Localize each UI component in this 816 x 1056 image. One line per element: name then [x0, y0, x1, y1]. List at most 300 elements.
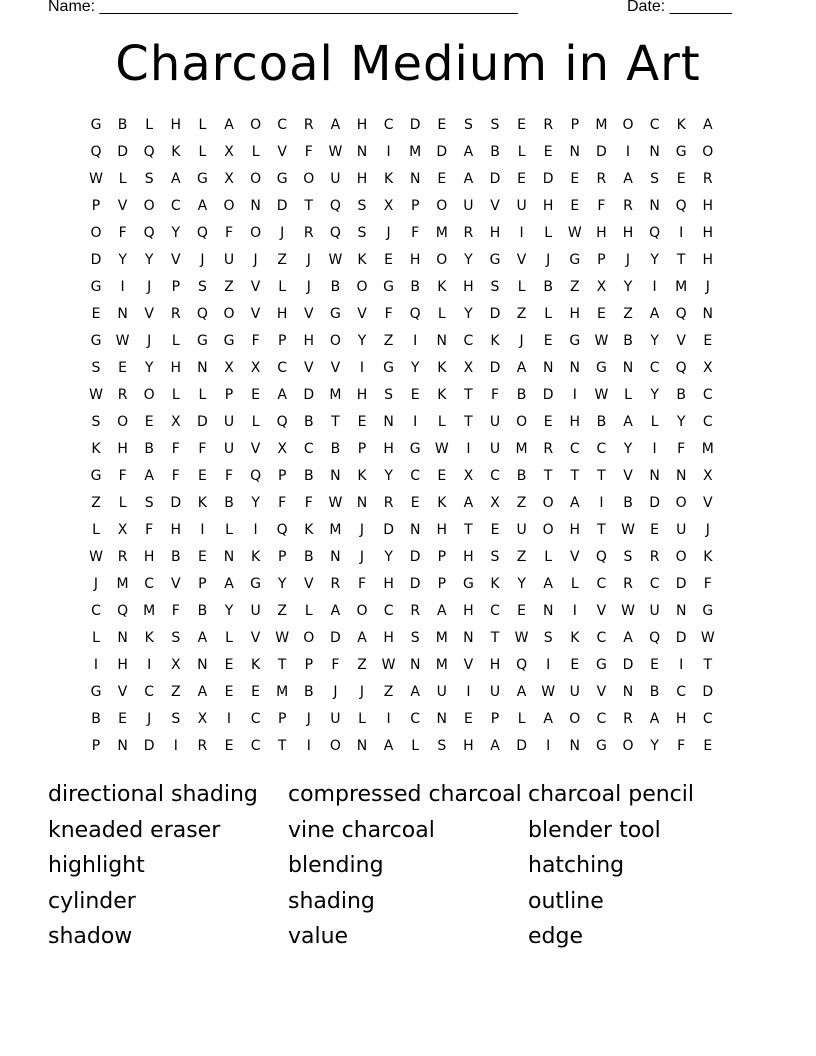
grid-letter: L: [544, 306, 553, 322]
grid-letter: J: [147, 279, 152, 295]
grid-letter: D: [489, 306, 501, 322]
grid-letter: J: [306, 252, 311, 268]
grid-letter: W: [541, 684, 556, 700]
grid-letter: X: [171, 414, 181, 430]
grid-letter: W: [328, 144, 343, 160]
grid-letter: X: [224, 144, 234, 160]
grid-letter: E: [118, 711, 128, 727]
grid-letter: N: [356, 144, 368, 160]
grid-letter: M: [329, 522, 342, 538]
word-bank-item: outline: [528, 888, 604, 914]
grid-letter: B: [170, 549, 181, 565]
grid-letter: H: [702, 198, 714, 214]
grid-letter: E: [144, 414, 154, 430]
grid-letter: H: [463, 738, 474, 754]
word-bank-item: charcoal pencil: [528, 782, 694, 807]
grid-letter: O: [117, 414, 129, 430]
grid-letter: Z: [383, 333, 394, 349]
grid-letter: N: [569, 738, 581, 754]
grid-letter: K: [357, 468, 367, 484]
grid-letter: I: [652, 441, 657, 457]
grid-letter: L: [411, 738, 420, 754]
grid-letter: O: [436, 198, 448, 214]
grid-letter: Y: [144, 360, 154, 376]
grid-letter: M: [409, 144, 422, 160]
grid-letter: H: [622, 225, 634, 241]
grid-letter: H: [409, 252, 421, 268]
grid-letter: R: [649, 549, 660, 565]
grid-letter: R: [543, 117, 554, 133]
grid-letter: C: [649, 576, 660, 592]
grid-letter: O: [250, 225, 262, 241]
grid-letter: E: [118, 360, 128, 376]
grid-letter: B: [649, 684, 660, 700]
grid-letter: E: [543, 333, 553, 349]
grid-letter: P: [198, 576, 207, 592]
grid-letter: I: [253, 522, 258, 538]
grid-letter: F: [224, 468, 234, 484]
grid-letter: O: [702, 144, 714, 160]
grid-letter: V: [463, 657, 474, 673]
grid-letter: F: [118, 225, 127, 241]
grid-letter: N: [117, 630, 128, 646]
grid-letter: A: [516, 360, 527, 376]
grid-letter: R: [463, 225, 474, 241]
grid-letter: V: [304, 360, 314, 376]
grid-letter: O: [675, 495, 687, 511]
grid-letter: V: [304, 306, 314, 322]
grid-letter: W: [115, 333, 130, 349]
page-title: Charcoal Medium in Art: [115, 36, 701, 92]
grid-letter: U: [250, 603, 261, 619]
grid-letter: L: [304, 603, 313, 619]
grid-letter: C: [383, 603, 394, 619]
grid-letter: A: [224, 576, 234, 592]
grid-letter: E: [224, 657, 234, 673]
word-bank-item: cylinder: [48, 888, 136, 914]
grid-letter: M: [435, 630, 448, 646]
grid-letter: E: [676, 171, 686, 187]
grid-letter: J: [280, 225, 285, 241]
grid-letter: J: [306, 711, 311, 727]
grid-letter: U: [463, 198, 474, 214]
grid-letter: N: [330, 468, 341, 484]
grid-letter: W: [621, 603, 635, 619]
grid-letter: K: [144, 630, 154, 646]
grid-letter: N: [675, 468, 687, 484]
grid-letter: E: [224, 684, 234, 700]
grid-letter: J: [253, 252, 258, 268]
grid-letter: B: [144, 441, 154, 457]
grid-letter: S: [357, 225, 367, 241]
grid-letter: W: [434, 441, 449, 457]
grid-letter: I: [173, 738, 178, 754]
grid-letter: L: [624, 387, 632, 403]
grid-letter: E: [703, 333, 713, 349]
grid-letter: A: [703, 117, 713, 133]
grid-letter: Y: [464, 306, 473, 322]
grid-letter: H: [569, 306, 581, 322]
grid-letter: K: [91, 441, 101, 457]
grid-letter: R: [543, 441, 554, 457]
grid-letter: C: [144, 576, 155, 592]
grid-letter: H: [702, 252, 714, 268]
grid-letter: H: [276, 306, 288, 322]
grid-letter: T: [703, 657, 713, 673]
grid-letter: K: [703, 549, 713, 565]
grid-letter: R: [303, 225, 314, 241]
grid-letter: Q: [329, 198, 341, 214]
grid-letter: U: [330, 171, 341, 187]
grid-letter: L: [225, 630, 233, 646]
grid-letter: N: [542, 360, 554, 376]
grid-letter: D: [436, 144, 448, 160]
grid-letter: R: [623, 711, 633, 727]
grid-letter: J: [147, 333, 152, 349]
grid-letter: N: [542, 603, 554, 619]
grid-letter: W: [89, 549, 103, 565]
grid-letter: I: [200, 522, 205, 538]
grid-letter: M: [329, 387, 342, 403]
grid-letter: D: [622, 657, 634, 673]
grid-letter: Y: [676, 414, 686, 430]
grid-letter: O: [143, 387, 155, 403]
grid-letter: Y: [623, 279, 633, 295]
grid-letter: E: [543, 414, 553, 430]
grid-letter: E: [703, 738, 713, 754]
grid-letter: N: [649, 468, 660, 484]
grid-letter: O: [516, 414, 528, 430]
grid-letter: H: [383, 576, 394, 592]
grid-letter: O: [143, 198, 155, 214]
grid-letter: U: [223, 414, 235, 430]
grid-letter: P: [357, 441, 367, 457]
grid-letter: N: [569, 144, 581, 160]
grid-letter: C: [144, 684, 155, 700]
grid-letter: H: [117, 657, 128, 673]
grid-letter: A: [516, 684, 527, 700]
grid-letter: Q: [143, 225, 155, 241]
grid-letter: U: [569, 684, 580, 700]
grid-letter: H: [675, 711, 687, 727]
grid-letter: E: [384, 252, 394, 268]
grid-letter: A: [144, 468, 154, 484]
grid-letter: Y: [650, 252, 659, 268]
word-bank-item: blender tool: [528, 817, 661, 843]
grid-letter: B: [303, 414, 314, 430]
grid-letter: J: [625, 252, 631, 268]
grid-letter: D: [90, 252, 102, 268]
grid-letter: J: [200, 252, 205, 268]
grid-letter: C: [410, 711, 421, 727]
grid-letter: T: [464, 387, 473, 403]
grid-letter: H: [303, 333, 315, 349]
grid-letter: J: [93, 576, 99, 592]
grid-letter: H: [436, 522, 448, 538]
grid-letter: G: [595, 360, 607, 376]
grid-letter: Y: [650, 387, 659, 403]
grid-letter: H: [383, 630, 394, 646]
grid-letter: F: [677, 441, 686, 457]
grid-letter: K: [437, 360, 447, 376]
grid-letter: E: [251, 684, 261, 700]
grid-letter: R: [596, 171, 607, 187]
grid-letter: C: [649, 360, 660, 376]
word-bank-item: edge: [528, 924, 583, 949]
grid-letter: H: [170, 360, 182, 376]
grid-letter: P: [277, 711, 287, 727]
grid-letter: Q: [516, 657, 528, 673]
grid-letter: N: [356, 495, 368, 511]
grid-letter: G: [489, 252, 501, 268]
grid-letter: I: [466, 441, 471, 457]
grid-letter: Y: [384, 549, 393, 565]
grid-letter: V: [250, 630, 261, 646]
grid-letter: S: [543, 630, 553, 646]
grid-letter: A: [410, 684, 420, 700]
grid-letter: I: [386, 711, 391, 727]
grid-letter: D: [330, 630, 341, 646]
grid-letter: T: [597, 468, 606, 484]
grid-letter: F: [171, 441, 180, 457]
grid-letter: M: [595, 117, 608, 133]
grid-letter: R: [197, 738, 208, 754]
grid-letter: I: [652, 279, 657, 295]
grid-letter: R: [383, 495, 394, 511]
grid-letter: S: [623, 549, 633, 565]
grid-letter: R: [303, 117, 314, 133]
grid-letter: A: [490, 738, 500, 754]
grid-letter: W: [567, 225, 582, 241]
grid-letter: Q: [276, 414, 288, 430]
grid-letter: W: [700, 630, 715, 646]
grid-letter: Z: [277, 603, 287, 619]
grid-letter: F: [490, 387, 500, 403]
grid-letter: H: [463, 549, 474, 565]
grid-letter: V: [144, 306, 154, 322]
grid-letter: P: [171, 279, 181, 295]
grid-letter: D: [675, 576, 687, 592]
grid-letter: E: [410, 495, 420, 511]
grid-letter: G: [569, 333, 581, 349]
grid-letter: D: [197, 414, 208, 430]
grid-letter: Z: [570, 279, 580, 295]
grid-letter: C: [490, 468, 500, 484]
grid-letter: O: [303, 630, 315, 646]
grid-letter: F: [198, 441, 207, 457]
grid-letter: V: [250, 441, 261, 457]
grid-letter: E: [650, 657, 660, 673]
grid-letter: O: [356, 603, 368, 619]
grid-letter: A: [197, 198, 208, 214]
grid-letter: A: [197, 684, 208, 700]
grid-letter: J: [546, 252, 551, 268]
grid-letter: Z: [357, 657, 367, 673]
grid-letter: V: [596, 684, 607, 700]
grid-letter: B: [330, 279, 341, 295]
grid-letter: W: [621, 522, 635, 538]
grid-letter: H: [170, 117, 182, 133]
grid-letter: S: [490, 117, 500, 133]
grid-letter: O: [622, 117, 634, 133]
grid-letter: B: [91, 711, 101, 727]
grid-letter: P: [277, 549, 287, 565]
grid-letter: I: [120, 279, 125, 295]
grid-letter: B: [676, 387, 686, 403]
grid-letter: S: [357, 198, 367, 214]
word-bank-item: highlight: [48, 853, 145, 878]
grid-letter: Q: [329, 225, 341, 241]
grid-letter: V: [304, 576, 314, 592]
grid-letter: T: [277, 738, 287, 754]
grid-letter: D: [516, 738, 527, 754]
grid-letter: N: [409, 657, 421, 673]
word-bank-item: compressed charcoal: [288, 782, 522, 807]
grid-letter: T: [490, 630, 500, 646]
grid-letter: E: [570, 657, 580, 673]
grid-letter: A: [543, 711, 553, 727]
grid-letter: B: [623, 333, 633, 349]
grid-letter: E: [570, 198, 580, 214]
grid-letter: X: [171, 657, 181, 673]
grid-letter: N: [569, 360, 581, 376]
grid-letter: L: [225, 522, 233, 538]
grid-letter: R: [623, 198, 633, 214]
grid-letter: J: [519, 333, 524, 349]
grid-letter: N: [250, 198, 261, 214]
grid-letter: E: [251, 387, 261, 403]
grid-letter: Q: [276, 522, 288, 538]
grid-letter: R: [702, 171, 713, 187]
grid-letter: X: [463, 468, 474, 484]
grid-letter: P: [437, 576, 447, 592]
grid-letter: N: [436, 333, 448, 349]
grid-letter: O: [569, 711, 581, 727]
grid-letter: S: [144, 171, 154, 187]
grid-letter: H: [569, 414, 581, 430]
grid-letter: J: [359, 522, 365, 538]
grid-letter: V: [570, 549, 580, 565]
grid-letter: M: [435, 657, 448, 673]
grid-letter: B: [543, 279, 553, 295]
grid-letter: C: [410, 468, 421, 484]
grid-letter: H: [702, 225, 714, 241]
grid-letter: N: [330, 549, 341, 565]
grid-letter: F: [251, 333, 260, 349]
grid-letter: L: [251, 414, 260, 430]
grid-letter: P: [304, 657, 314, 673]
grid-letter: E: [463, 711, 473, 727]
grid-letter: X: [224, 171, 234, 187]
grid-letter: G: [462, 576, 474, 592]
grid-letter: S: [91, 360, 101, 376]
grid-letter: T: [570, 468, 580, 484]
grid-letter: D: [675, 630, 687, 646]
grid-letter: C: [676, 684, 687, 700]
grid-letter: K: [437, 495, 447, 511]
grid-letter: K: [437, 387, 447, 403]
grid-letter: G: [383, 279, 395, 295]
grid-letter: L: [358, 711, 366, 727]
grid-letter: L: [544, 225, 553, 241]
grid-letter: I: [413, 333, 418, 349]
grid-letter: L: [517, 279, 526, 295]
grid-letter: I: [226, 711, 232, 727]
grid-letter: K: [490, 576, 500, 592]
grid-letter: G: [595, 657, 607, 673]
grid-letter: O: [436, 252, 448, 268]
grid-letter: O: [356, 279, 368, 295]
grid-letter: E: [357, 414, 367, 430]
grid-letter: X: [383, 198, 394, 214]
grid-letter: S: [437, 738, 447, 754]
grid-letter: G: [90, 279, 102, 295]
grid-letter: Z: [623, 306, 633, 322]
grid-letter: U: [489, 684, 501, 700]
grid-letter: R: [117, 549, 128, 565]
grid-letter: F: [278, 495, 287, 511]
grid-letter: F: [118, 468, 127, 484]
name-field-line: Name: _______________________________________________: [48, 0, 518, 15]
grid-letter: C: [277, 117, 288, 133]
grid-letter: S: [650, 171, 660, 187]
grid-letter: S: [144, 495, 154, 511]
grid-letter: Q: [649, 630, 661, 646]
grid-letter: Q: [90, 144, 102, 160]
grid-letter: H: [356, 117, 368, 133]
grid-letter: U: [223, 441, 235, 457]
grid-letter: Z: [224, 279, 234, 295]
grid-letter: N: [649, 144, 660, 160]
grid-letter: F: [171, 468, 180, 484]
grid-letter: U: [516, 522, 527, 538]
grid-letter: C: [277, 360, 288, 376]
grid-letter: D: [409, 117, 421, 133]
grid-letter: L: [437, 414, 446, 430]
grid-letter: I: [572, 387, 577, 403]
grid-letter: G: [196, 333, 208, 349]
grid-letter: V: [623, 468, 633, 484]
grid-letter: W: [328, 252, 343, 268]
grid-letter: S: [171, 630, 181, 646]
grid-letter: N: [117, 738, 128, 754]
grid-letter: H: [596, 225, 607, 241]
grid-letter: E: [490, 522, 500, 538]
word-bank-item: kneaded eraser: [48, 817, 221, 843]
word-bank-item: shadow: [48, 924, 133, 949]
grid-letter: B: [303, 684, 314, 700]
grid-letter: W: [275, 630, 290, 646]
grid-letter: P: [437, 549, 447, 565]
grid-letter: O: [542, 495, 554, 511]
grid-letter: S: [490, 549, 500, 565]
grid-letter: X: [250, 360, 261, 376]
grid-letter: E: [650, 522, 660, 538]
grid-letter: P: [277, 333, 287, 349]
grid-letter: G: [569, 252, 581, 268]
grid-letter: A: [570, 495, 580, 511]
grid-letter: C: [463, 333, 474, 349]
grid-letter: P: [410, 198, 420, 214]
grid-letter: X: [490, 495, 500, 511]
grid-letter: I: [546, 657, 551, 673]
grid-letter: B: [197, 603, 208, 619]
grid-letter: C: [596, 576, 607, 592]
grid-letter: S: [171, 711, 181, 727]
grid-letter: H: [143, 549, 155, 565]
grid-letter: S: [197, 279, 207, 295]
grid-letter: Z: [171, 684, 181, 700]
